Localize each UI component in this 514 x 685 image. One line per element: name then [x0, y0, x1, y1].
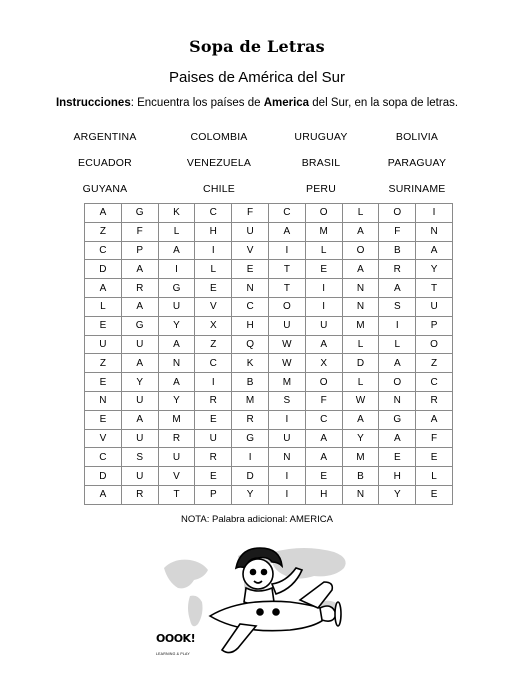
grid-cell: U — [305, 316, 342, 335]
word-item: PARAGUAY — [387, 157, 447, 169]
grid-cell: A — [416, 410, 453, 429]
grid-cell: E — [305, 467, 342, 486]
grid-cell: A — [342, 222, 379, 241]
grid-cell: S — [268, 391, 305, 410]
grid-cell: U — [121, 429, 158, 448]
grid-cell: N — [379, 391, 416, 410]
grid-cell: E — [85, 410, 122, 429]
grid-cell: L — [342, 335, 379, 354]
word-item: URUGUAY — [294, 131, 348, 143]
grid-cell: C — [232, 297, 269, 316]
grid-cell: A — [121, 260, 158, 279]
grid-row — [85, 429, 453, 448]
grid-cell: M — [232, 391, 269, 410]
word-item: BOLIVIA — [395, 131, 439, 143]
grid-cell: A — [121, 297, 158, 316]
grid-cell: L — [416, 467, 453, 486]
grid-cell: P — [416, 316, 453, 335]
grid-cell: O — [379, 204, 416, 223]
word-item: GUYANA — [82, 183, 128, 195]
word-list — [48, 124, 468, 202]
grid-cell: C — [195, 204, 232, 223]
instructions-text-2: del Sur, en la sopa de letras. — [309, 97, 459, 109]
grid-cell: Y — [342, 429, 379, 448]
grid-cell: M — [342, 316, 379, 335]
grid-cell: R — [232, 410, 269, 429]
grid-cell: L — [342, 204, 379, 223]
word-item: PERU — [306, 183, 336, 195]
grid-cell: W — [268, 335, 305, 354]
word-item: CHILE — [203, 183, 235, 195]
grid-cell: U — [195, 429, 232, 448]
grid-cell: C — [305, 410, 342, 429]
grid-cell: A — [158, 241, 195, 260]
grid-cell: L — [342, 373, 379, 392]
grid-cell: F — [416, 429, 453, 448]
grid-cell: U — [416, 297, 453, 316]
grid-cell: O — [416, 335, 453, 354]
grid-row — [85, 297, 453, 316]
word-item: SURINAME — [388, 183, 446, 195]
grid-cell: I — [416, 204, 453, 223]
grid-cell: A — [379, 279, 416, 298]
grid-cell: U — [268, 429, 305, 448]
grid-cell: N — [342, 485, 379, 504]
grid-cell: E — [85, 373, 122, 392]
grid-cell: M — [268, 373, 305, 392]
letter-grid-table — [84, 203, 453, 505]
brand-logo: OOOK! — [156, 632, 196, 645]
grid-cell: E — [85, 316, 122, 335]
grid-cell: W — [268, 354, 305, 373]
grid-cell: U — [232, 222, 269, 241]
grid-row — [85, 391, 453, 410]
grid-row — [85, 279, 453, 298]
grid-cell: I — [268, 485, 305, 504]
grid-cell: A — [305, 448, 342, 467]
grid-cell: X — [305, 354, 342, 373]
grid-cell: C — [85, 241, 122, 260]
grid-cell: R — [195, 391, 232, 410]
grid-row — [85, 222, 453, 241]
instructions-emphasis: America — [263, 97, 310, 109]
grid-cell: V — [232, 241, 269, 260]
word-list-row — [48, 124, 468, 150]
grid-cell: F — [232, 204, 269, 223]
grid-cell: Z — [85, 354, 122, 373]
grid-cell: V — [85, 429, 122, 448]
grid-cell: R — [379, 260, 416, 279]
grid-cell: Y — [158, 391, 195, 410]
grid-cell: E — [195, 410, 232, 429]
grid-cell: N — [85, 391, 122, 410]
grid-cell: N — [416, 222, 453, 241]
grid-cell: A — [158, 373, 195, 392]
grid-cell: R — [158, 429, 195, 448]
grid-cell: O — [305, 204, 342, 223]
grid-cell: M — [305, 222, 342, 241]
grid-cell: U — [85, 335, 122, 354]
grid-cell: E — [379, 448, 416, 467]
grid-cell: I — [232, 448, 269, 467]
grid-cell: I — [195, 241, 232, 260]
grid-cell: O — [305, 373, 342, 392]
grid-cell: N — [342, 279, 379, 298]
grid-cell: E — [416, 448, 453, 467]
grid-cell: D — [232, 467, 269, 486]
grid-cell: A — [85, 204, 122, 223]
grid-cell: G — [232, 429, 269, 448]
grid-cell: A — [268, 222, 305, 241]
grid-cell: N — [158, 354, 195, 373]
word-list-row — [48, 176, 468, 202]
grid-cell: Z — [416, 354, 453, 373]
grid-cell: G — [121, 316, 158, 335]
grid-row — [85, 354, 453, 373]
grid-cell: A — [379, 354, 416, 373]
instructions-text-1: : Encuentra los países de — [130, 97, 264, 109]
grid-cell: A — [305, 335, 342, 354]
grid-cell: A — [305, 429, 342, 448]
grid-row — [85, 204, 453, 223]
grid-cell: I — [379, 316, 416, 335]
grid-cell: Y — [121, 373, 158, 392]
letter-grid — [84, 203, 453, 505]
grid-cell: N — [268, 448, 305, 467]
grid-cell: G — [158, 279, 195, 298]
grid-row — [85, 260, 453, 279]
grid-cell: M — [342, 448, 379, 467]
grid-cell: P — [195, 485, 232, 504]
grid-cell: T — [268, 260, 305, 279]
grid-cell: L — [379, 335, 416, 354]
grid-cell: T — [158, 485, 195, 504]
grid-cell: R — [121, 485, 158, 504]
word-list-row — [48, 150, 468, 176]
grid-row — [85, 448, 453, 467]
grid-cell: P — [121, 241, 158, 260]
grid-cell: N — [342, 297, 379, 316]
grid-cell: H — [305, 485, 342, 504]
grid-row — [85, 485, 453, 504]
grid-cell: S — [121, 448, 158, 467]
note: NOTA: Palabra adicional: AMERICA — [181, 514, 333, 525]
grid-cell: Y — [416, 260, 453, 279]
grid-cell: Y — [158, 316, 195, 335]
grid-cell: V — [158, 467, 195, 486]
grid-cell: B — [232, 373, 269, 392]
grid-cell: O — [379, 373, 416, 392]
grid-cell: Y — [379, 485, 416, 504]
grid-cell: F — [379, 222, 416, 241]
grid-cell: A — [158, 335, 195, 354]
grid-cell: Y — [232, 485, 269, 504]
grid-cell: D — [342, 354, 379, 373]
grid-cell: I — [195, 373, 232, 392]
grid-cell: K — [232, 354, 269, 373]
grid-cell: A — [379, 429, 416, 448]
instructions — [0, 97, 514, 109]
grid-cell: H — [379, 467, 416, 486]
grid-cell: H — [232, 316, 269, 335]
word-item: ECUADOR — [78, 157, 132, 169]
grid-cell: L — [85, 297, 122, 316]
grid-cell: D — [85, 260, 122, 279]
grid-cell: W — [342, 391, 379, 410]
grid-cell: B — [342, 467, 379, 486]
grid-row — [85, 410, 453, 429]
instructions-label: Instrucciones — [55, 97, 131, 109]
grid-cell: H — [195, 222, 232, 241]
grid-cell: U — [158, 448, 195, 467]
grid-cell: A — [416, 241, 453, 260]
word-item: VENEZUELA — [186, 157, 252, 169]
grid-cell: I — [305, 297, 342, 316]
grid-cell: B — [379, 241, 416, 260]
grid-cell: I — [268, 467, 305, 486]
grid-cell: A — [121, 410, 158, 429]
grid-cell: D — [85, 467, 122, 486]
word-item: ARGENTINA — [73, 131, 137, 143]
grid-cell: A — [85, 279, 122, 298]
grid-cell: I — [268, 241, 305, 260]
grid-row — [85, 241, 453, 260]
grid-cell: Z — [85, 222, 122, 241]
word-item: COLOMBIA — [190, 131, 248, 143]
grid-cell: L — [305, 241, 342, 260]
grid-cell: A — [121, 354, 158, 373]
word-item: BRASIL — [301, 157, 341, 169]
grid-cell: R — [121, 279, 158, 298]
grid-cell: I — [158, 260, 195, 279]
grid-cell: O — [268, 297, 305, 316]
grid-cell: X — [195, 316, 232, 335]
grid-cell: U — [268, 316, 305, 335]
grid-cell: I — [305, 279, 342, 298]
page-title: Sopa de Letras — [189, 37, 325, 56]
grid-cell: E — [195, 467, 232, 486]
grid-cell: G — [121, 204, 158, 223]
grid-cell: A — [342, 260, 379, 279]
grid-row — [85, 316, 453, 335]
grid-cell: K — [158, 204, 195, 223]
grid-cell: C — [416, 373, 453, 392]
grid-cell: V — [195, 297, 232, 316]
grid-cell: Q — [232, 335, 269, 354]
grid-cell: L — [158, 222, 195, 241]
grid-cell: G — [379, 410, 416, 429]
page-subtitle: Paises de América del Sur — [169, 69, 345, 86]
grid-cell: E — [232, 260, 269, 279]
grid-cell: A — [342, 410, 379, 429]
grid-cell: A — [85, 485, 122, 504]
grid-cell: U — [121, 335, 158, 354]
grid-cell: Z — [195, 335, 232, 354]
grid-cell: U — [158, 297, 195, 316]
grid-cell: E — [416, 485, 453, 504]
grid-row — [85, 373, 453, 392]
grid-cell: T — [416, 279, 453, 298]
grid-row — [85, 335, 453, 354]
grid-cell: E — [195, 279, 232, 298]
grid-cell: I — [268, 410, 305, 429]
grid-cell: S — [379, 297, 416, 316]
grid-row — [85, 467, 453, 486]
grid-cell: C — [85, 448, 122, 467]
grid-cell: L — [195, 260, 232, 279]
grid-cell: C — [268, 204, 305, 223]
grid-cell: F — [305, 391, 342, 410]
grid-cell: E — [305, 260, 342, 279]
brand-logo-subtext: LEARNING & PLAY — [156, 652, 190, 656]
grid-cell: N — [232, 279, 269, 298]
grid-cell: R — [416, 391, 453, 410]
grid-cell: R — [195, 448, 232, 467]
grid-cell: U — [121, 467, 158, 486]
grid-cell: C — [195, 354, 232, 373]
grid-cell: T — [268, 279, 305, 298]
grid-cell: U — [121, 391, 158, 410]
grid-cell: M — [158, 410, 195, 429]
grid-cell: O — [342, 241, 379, 260]
grid-cell: F — [121, 222, 158, 241]
